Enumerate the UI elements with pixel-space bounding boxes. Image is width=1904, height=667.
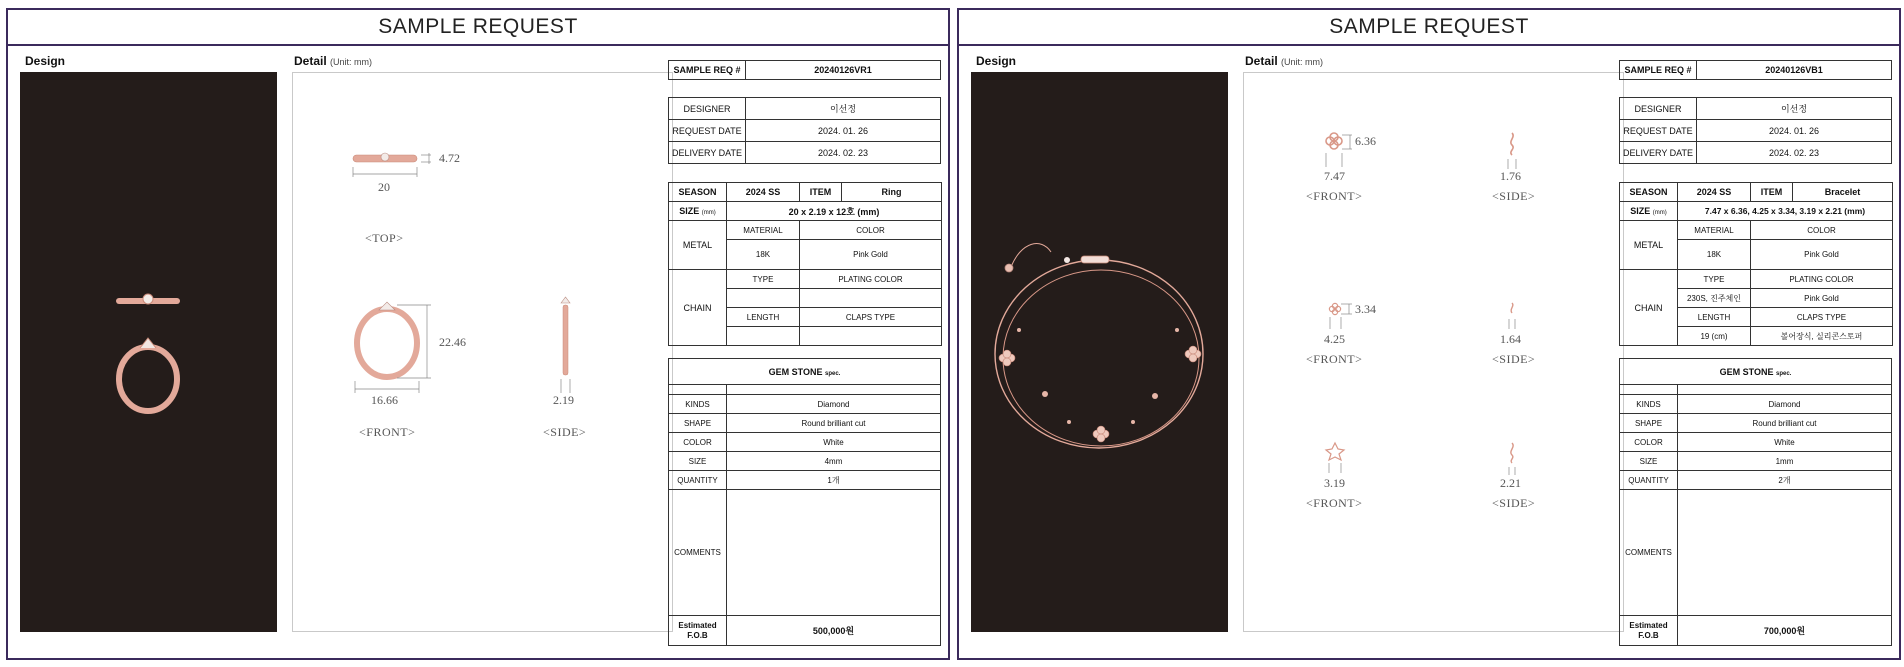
- ring-render: [20, 72, 277, 632]
- gem-stone-header: GEM STONE spec.: [1620, 359, 1892, 385]
- front3-width-dim: 3.19: [1324, 476, 1345, 490]
- chain-type-value: [727, 289, 800, 308]
- fob-label: Estimated F.O.B: [669, 616, 727, 646]
- design-label: Design: [25, 54, 66, 68]
- gem-size-value: 1mm: [1678, 452, 1892, 471]
- color-label: COLOR: [1751, 221, 1893, 240]
- shape-label: SHAPE: [1620, 414, 1678, 433]
- size-label: SIZE (mm): [669, 202, 727, 221]
- plating-color-value: Pink Gold: [1751, 289, 1893, 308]
- shape-value: Round brilliant cut: [1678, 414, 1892, 433]
- front-view-label: <FRONT>: [359, 425, 416, 439]
- side3-dim: 2.21: [1500, 476, 1521, 490]
- size-value: 20 x 2.19 x 12호 (mm): [727, 202, 942, 221]
- chain-type-label: TYPE: [727, 270, 800, 289]
- claps-type-value: [800, 327, 942, 346]
- chain-type-label: TYPE: [1678, 270, 1751, 289]
- sample-req-table: [668, 60, 941, 80]
- season-label: SEASON: [1620, 183, 1678, 202]
- request-info-table: [1619, 97, 1892, 164]
- claps-type-value: 볼어장식, 실리콘스토퍼: [1751, 327, 1893, 346]
- kinds-value: Diamond: [727, 395, 941, 414]
- gem-color-value: White: [1678, 433, 1892, 452]
- designer-label: DESIGNER: [669, 98, 746, 120]
- gem-stone-table: [1619, 358, 1892, 646]
- shape-value: Round brilliant cut: [727, 414, 941, 433]
- design-image: [971, 72, 1228, 632]
- side-width-dim: 2.19: [553, 393, 574, 407]
- design-label: Design: [976, 54, 1017, 68]
- kinds-label: KINDS: [669, 395, 727, 414]
- material-value: 18K: [1678, 240, 1751, 270]
- design-image: [20, 72, 277, 632]
- side2-view-label: <SIDE>: [1492, 352, 1536, 366]
- delivery-date-label: DELIVERY DATE: [1620, 142, 1697, 164]
- ring-technical-drawing: [293, 73, 674, 633]
- gem-blank-right: [1678, 385, 1892, 395]
- request-date-value: 2024. 01. 26: [1697, 120, 1892, 142]
- front2-view-label: <FRONT>: [1306, 352, 1363, 366]
- sheet-title: SAMPLE REQUEST: [8, 10, 948, 46]
- comments-label: COMMENTS: [669, 490, 727, 616]
- product-spec-table: [668, 182, 942, 346]
- chain-length-value: [727, 327, 800, 346]
- metal-color-value: Pink Gold: [800, 240, 942, 270]
- comments-value: [727, 490, 941, 616]
- detail-drawing-box: [1243, 72, 1624, 632]
- metal-label: METAL: [1620, 221, 1678, 270]
- sample-req-table: [1619, 60, 1892, 80]
- fob-value: 500,000원: [727, 616, 941, 646]
- item-value: Ring: [842, 183, 942, 202]
- side1-dim: 1.76: [1500, 169, 1521, 183]
- sample-req-label: SAMPLE REQ #: [669, 61, 746, 80]
- quantity-value: 2개: [1678, 471, 1892, 490]
- plating-color-label: PLATING COLOR: [800, 270, 942, 289]
- gem-color-label: COLOR: [1620, 433, 1678, 452]
- bracelet-technical-drawing: [1244, 73, 1625, 633]
- front2-height-dim: 3.34: [1355, 302, 1376, 316]
- top-height-dim: 4.72: [439, 151, 460, 165]
- detail-drawing-box: [292, 72, 673, 632]
- plating-color-value: [800, 289, 942, 308]
- size-value: 7.47 x 6.36, 4.25 x 3.34, 3.19 x 2.21 (mm): [1678, 202, 1893, 221]
- gem-stone-table: [668, 358, 941, 646]
- item-label: ITEM: [1751, 183, 1793, 202]
- chain-length-label: LENGTH: [1678, 308, 1751, 327]
- sample-request-sheet-bracelet: [957, 8, 1901, 660]
- request-date-value: 2024. 01. 26: [746, 120, 941, 142]
- gem-stone-header: GEM STONE spec.: [669, 359, 941, 385]
- sheet-title: SAMPLE REQUEST: [959, 10, 1899, 46]
- designer-value: 이선정: [1697, 98, 1892, 120]
- quantity-label: QUANTITY: [669, 471, 727, 490]
- color-label: COLOR: [800, 221, 942, 240]
- side3-view-label: <SIDE>: [1492, 496, 1536, 510]
- size-label: SIZE (mm): [1620, 202, 1678, 221]
- kinds-value: Diamond: [1678, 395, 1892, 414]
- top-width-dim: 20: [378, 180, 390, 194]
- front1-width-dim: 7.47: [1324, 169, 1345, 183]
- front-width-dim: 16.66: [371, 393, 398, 407]
- gem-blank-left: [1620, 385, 1678, 395]
- gem-size-value: 4mm: [727, 452, 941, 471]
- front2-width-dim: 4.25: [1324, 332, 1345, 346]
- shape-label: SHAPE: [669, 414, 727, 433]
- season-value: 2024 SS: [1678, 183, 1751, 202]
- delivery-date-value: 2024. 02. 23: [1697, 142, 1892, 164]
- material-label: MATERIAL: [727, 221, 800, 240]
- item-label: ITEM: [800, 183, 842, 202]
- gem-color-value: White: [727, 433, 941, 452]
- request-date-label: REQUEST DATE: [1620, 120, 1697, 142]
- quantity-label: QUANTITY: [1620, 471, 1678, 490]
- designer-label: DESIGNER: [1620, 98, 1697, 120]
- front1-view-label: <FRONT>: [1306, 189, 1363, 203]
- delivery-date-value: 2024. 02. 23: [746, 142, 941, 164]
- material-value: 18K: [727, 240, 800, 270]
- gem-blank-left: [669, 385, 727, 395]
- gem-color-label: COLOR: [669, 433, 727, 452]
- detail-label: Detail (Unit: mm): [1245, 54, 1324, 68]
- product-spec-table: [1619, 182, 1893, 346]
- kinds-label: KINDS: [1620, 395, 1678, 414]
- detail-label: Detail (Unit: mm): [294, 54, 373, 68]
- chain-label: CHAIN: [669, 270, 727, 346]
- season-value: 2024 SS: [727, 183, 800, 202]
- claps-type-label: CLAPS TYPE: [1751, 308, 1893, 327]
- request-info-table: [668, 97, 941, 164]
- comments-value: [1678, 490, 1892, 616]
- side-view-label: <SIDE>: [543, 425, 587, 439]
- front1-height-dim: 6.36: [1355, 134, 1376, 148]
- season-label: SEASON: [669, 183, 727, 202]
- request-date-label: REQUEST DATE: [669, 120, 746, 142]
- gem-blank-right: [727, 385, 941, 395]
- chain-label: CHAIN: [1620, 270, 1678, 346]
- designer-value: 이선정: [746, 98, 941, 120]
- sample-req-label: SAMPLE REQ #: [1620, 61, 1697, 80]
- sample-req-value: 20240126VB1: [1697, 61, 1892, 80]
- plating-color-label: PLATING COLOR: [1751, 270, 1893, 289]
- front-height-dim: 22.46: [439, 335, 466, 349]
- bracelet-render: [971, 72, 1228, 632]
- claps-type-label: CLAPS TYPE: [800, 308, 942, 327]
- comments-label: COMMENTS: [1620, 490, 1678, 616]
- front3-view-label: <FRONT>: [1306, 496, 1363, 510]
- top-view-label: <TOP>: [365, 231, 404, 245]
- chain-length-value: 19 (cm): [1678, 327, 1751, 346]
- fob-value: 700,000원: [1678, 616, 1892, 646]
- gem-size-label: SIZE: [1620, 452, 1678, 471]
- chain-type-value: 230S, 진주체인: [1678, 289, 1751, 308]
- metal-color-value: Pink Gold: [1751, 240, 1893, 270]
- chain-length-label: LENGTH: [727, 308, 800, 327]
- sample-request-sheet-ring: [6, 8, 950, 660]
- sample-req-value: 20240126VR1: [746, 61, 941, 80]
- metal-label: METAL: [669, 221, 727, 270]
- side2-dim: 1.64: [1500, 332, 1521, 346]
- delivery-date-label: DELIVERY DATE: [669, 142, 746, 164]
- item-value: Bracelet: [1793, 183, 1893, 202]
- fob-label: Estimated F.O.B: [1620, 616, 1678, 646]
- quantity-value: 1개: [727, 471, 941, 490]
- material-label: MATERIAL: [1678, 221, 1751, 240]
- gem-size-label: SIZE: [669, 452, 727, 471]
- side1-view-label: <SIDE>: [1492, 189, 1536, 203]
